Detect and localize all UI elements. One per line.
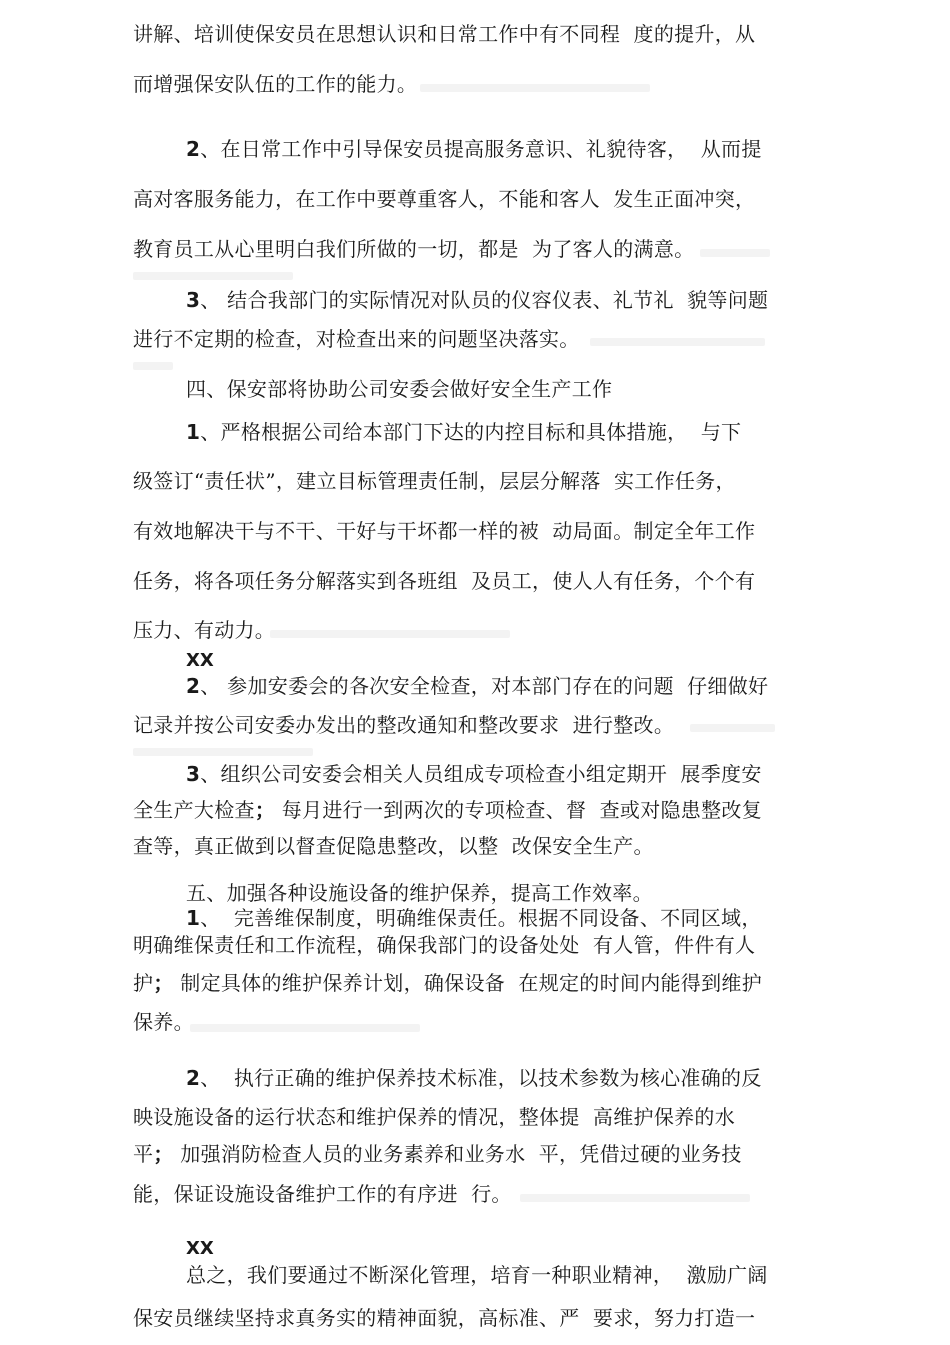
item-number: 3 <box>186 762 201 786</box>
paragraph-line <box>186 1066 762 1090</box>
faint-background-text <box>133 362 173 370</box>
item-number: 2 <box>186 674 201 698</box>
semicolon: ； <box>153 971 174 995</box>
section-heading: 四、保安部将协助公司安委会做好安全生产工作 <box>186 377 613 401</box>
paragraph-line: 有效地解决干与不干、干好与干坏都一样的被 动局面。制定全年工作 <box>133 519 756 543</box>
paragraph-text: 护 <box>133 971 154 995</box>
paragraph-line <box>186 288 768 312</box>
item-number: 1 <box>186 906 201 930</box>
paragraph-line <box>186 674 768 698</box>
paragraph-line: 记录并按公司安委办发出的整改通知和整改要求 进行整改。 <box>133 713 675 737</box>
paragraph-text: 、在日常工作中引导保安员提高服务意识、礼貌待客， 从而提 <box>200 137 762 161</box>
paragraph-line <box>133 1142 742 1166</box>
paragraph-line <box>133 971 762 995</box>
paragraph-line: 明确维保责任和工作流程，确保我部门的设备处处 有人管，件件有人 <box>133 933 756 957</box>
paragraph-line <box>186 137 762 161</box>
paragraph-text: 全生产大检查 <box>133 798 255 822</box>
faint-background-text <box>590 338 765 346</box>
paragraph-line: 教育员工从心里明白我们所做的一切，都是 为了客人的满意。 <box>133 237 695 261</box>
faint-background-text <box>133 748 313 756</box>
faint-background-text <box>700 249 770 257</box>
paragraph-line: 保安员继续坚持求真务实的精神面貌，高标准、严 要求，努力打造一 <box>133 1306 756 1330</box>
item-number: 2 <box>186 1066 201 1090</box>
paragraph-text: 、 参加安委会的各次安全检查，对本部门存在的问题 仔细做好 <box>200 674 769 698</box>
item-number: 3 <box>186 288 201 312</box>
placeholder-marker: XX <box>186 650 214 671</box>
paragraph-text: 制定具体的维护保养计划，确保设备 在规定的时间内能得到维护 <box>173 971 762 995</box>
item-number: 2 <box>186 137 201 161</box>
paragraph-text: 、 结合我部门的实际情况对队员的仪容仪表、礼节礼 貌等问题 <box>200 288 769 312</box>
paragraph-line: 能，保证设施设备维护工作的有序进 行。 <box>133 1182 512 1206</box>
paragraph-line <box>186 762 762 786</box>
paragraph-line: 总之，我们要通过不断深化管理，培育一种职业精神， 激励广阔 <box>186 1263 768 1287</box>
paragraph-line: 级签订“责任状”，建立目标管理责任制，层层分解落 实工作任务， <box>133 469 736 493</box>
section-heading: 五、加强各种设施设备的维护保养，提高工作效率。 <box>186 881 653 905</box>
paragraph-line: 高对客服务能力，在工作中要尊重客人，不能和客人 发生正面冲突， <box>133 187 756 211</box>
paragraph-line: 任务，将各项任务分解落实到各班组 及员工，使人人有任务，个个有 <box>133 569 756 593</box>
faint-background-text <box>420 84 650 92</box>
semicolon: ； <box>153 1142 174 1166</box>
paragraph-text: 、 执行正确的维护保养技术标准，以技术参数为核心准确的反 <box>200 1066 762 1090</box>
placeholder-marker: XX <box>186 1238 214 1259</box>
paragraph-line: 进行不定期的检查，对检查出来的问题坚决落实。 <box>133 327 580 351</box>
semicolon: ； <box>254 798 276 822</box>
paragraph-line: 查等，真正做到以督查促隐患整改，以整 改保安全生产。 <box>133 834 654 858</box>
paragraph-line: 讲解、培训使保安员在思想认识和日常工作中有不同程 度的提升，从 <box>133 22 756 46</box>
paragraph-line: 映设施设备的运行状态和维护保养的情况，整体提 高维护保养的水 <box>133 1105 736 1129</box>
faint-background-text <box>270 630 510 638</box>
paragraph-line: 压力、有动力。 <box>133 618 276 642</box>
paragraph-text: 加强消防检查人员的业务素养和业务水 平，凭借过硬的业务技 <box>173 1142 742 1166</box>
paragraph-text: 、 完善维保制度，明确维保责任。根据不同设备、不同区域， <box>200 906 762 930</box>
faint-background-text <box>190 1024 420 1032</box>
paragraph-line <box>186 906 762 930</box>
faint-background-text <box>133 272 293 280</box>
paragraph-line: 保养。 <box>133 1010 194 1034</box>
paragraph-text: 、严格根据公司给本部门下达的内控目标和具体措施， 与下 <box>200 420 742 444</box>
paragraph-text: 平 <box>133 1142 154 1166</box>
item-number: 1 <box>186 420 201 444</box>
paragraph-line <box>186 420 741 444</box>
paragraph-line <box>133 798 762 822</box>
faint-background-text <box>690 724 775 732</box>
paragraph-text: 每月进行一到两次的专项检查、督 查或对隐患整改复 <box>275 798 762 822</box>
faint-background-text <box>520 1194 750 1202</box>
paragraph-line: 而增强保安队伍的工作的能力。 <box>133 72 418 96</box>
paragraph-text: 、组织公司安委会相关人员组成专项检查小组定期开 展季度安 <box>200 762 762 786</box>
